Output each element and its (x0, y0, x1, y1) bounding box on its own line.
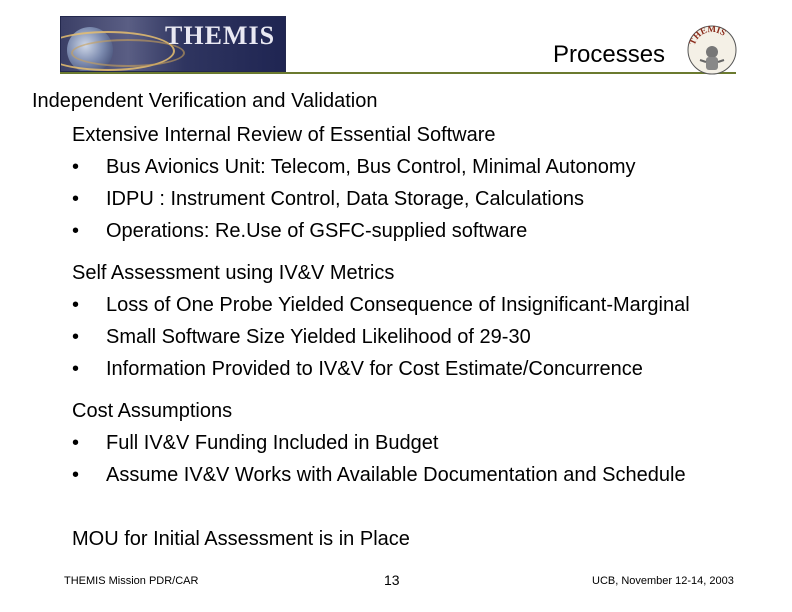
bullet-icon: • (72, 188, 80, 210)
bullet-icon: • (72, 326, 80, 348)
bullet-icon: • (72, 294, 80, 316)
list-item-text: Information Provided to IV&V for Cost Estimate/Concurrence (106, 358, 643, 380)
list-item-text: IDPU : Instrument Control, Data Storage, Calculations (106, 188, 584, 210)
list-item-text: Bus Avionics Unit: Telecom, Bus Control, Minimal Autonomy (106, 156, 636, 178)
emblem-lettering: THEMIS (687, 24, 728, 47)
footer-date: UCB, November 12-14, 2003 (592, 575, 734, 587)
bullet-icon: • (72, 464, 80, 486)
title-divider (60, 72, 736, 74)
bullet-icon: • (72, 432, 80, 454)
footer-mission-label: THEMIS Mission PDR/CAR (64, 575, 199, 587)
list-item-text: Assume IV&V Works with Available Documentation and Schedule (106, 464, 686, 486)
bullet-icon: • (72, 220, 80, 242)
banner-wordmark: THEMIS (165, 21, 276, 50)
slide-title: Processes (553, 41, 666, 68)
section-title-internal-review: Extensive Internal Review of Essential Software (72, 124, 496, 146)
section-title-mou: MOU for Initial Assessment is in Place (72, 528, 410, 550)
themis-emblem-icon (686, 24, 738, 76)
themis-banner-logo (60, 16, 286, 72)
section-title-cost-assumptions: Cost Assumptions (72, 400, 233, 422)
section-title-self-assessment: Self Assessment using IV&V Metrics (72, 262, 395, 284)
bullet-icon: • (72, 156, 80, 178)
list-item-text: Full IV&V Funding Included in Budget (106, 432, 439, 454)
list-item-text: Loss of One Probe Yielded Consequence of Insignificant-Marginal (106, 294, 690, 316)
list-item-text: Operations: Re.Use of GSFC-supplied software (106, 220, 528, 242)
main-heading: Independent Verification and Validation (32, 90, 378, 112)
page-number: 13 (384, 572, 400, 588)
list-item-text: Small Software Size Yielded Likelihood of 29-30 (106, 326, 531, 348)
bullet-icon: • (72, 358, 80, 380)
